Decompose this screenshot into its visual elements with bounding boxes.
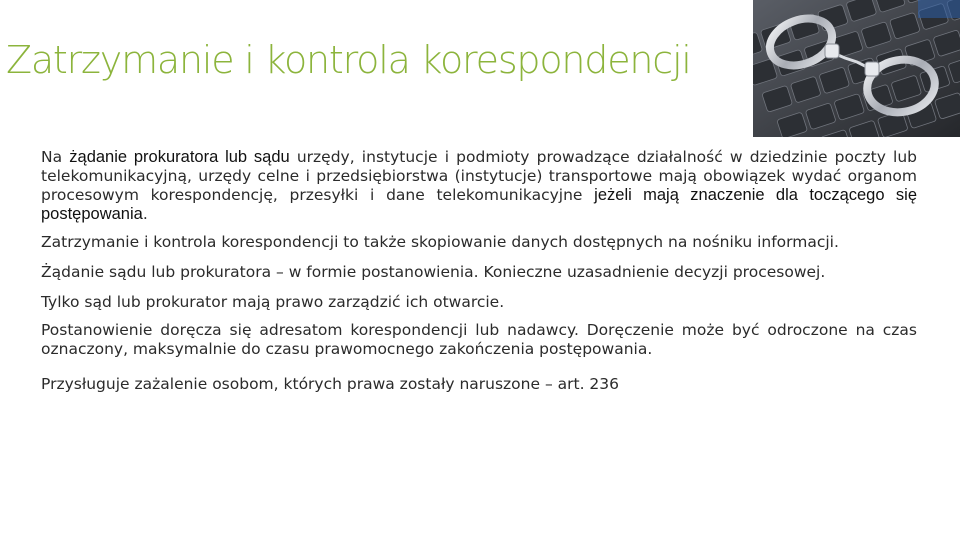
paragraph-4: Tylko sąd lub prokurator mają prawo zarządzić ich otwarcie.: [41, 293, 505, 311]
paragraph-6: Przysługuje zażalenie osobom, których prawa zostały naruszone – art. 236: [41, 375, 620, 393]
paragraph-1-text-a: Na: [41, 148, 70, 166]
paragraph-1-text-c: .: [142, 205, 148, 223]
paragraph-1: [41, 148, 917, 224]
slide-body: [41, 148, 917, 405]
paragraph-1-emphasis-b: jeżeli mają znaczenie dla toczącego się postępowania: [41, 186, 917, 223]
paragraph-2: Zatrzymanie i kontrola korespondencji to także skopiowanie danych dostępnych na nośniku informacji.: [41, 233, 839, 251]
paragraph-1-text-b: urzędy, instytucje i podmioty prowadzące działalność w dziedzinie poczty lub telekomunikacyjną, urzędy celne i przedsiębiorstwa (instytucje) transportowe mają obowiązek wydać organom procesowym korespondencję, przesyłki i dane telekomunikacyjne: [41, 148, 917, 204]
paragraph-1-emphasis-a: żądanie prokuratora lub sądu: [69, 148, 290, 166]
paragraph-3: Żądanie sądu lub prokuratora – w formie postanowienia. Konieczne uzasadnienie decyzji procesowej.: [41, 263, 826, 281]
handcuffs-icon: [753, 0, 960, 137]
paragraph-5: Postanowienie doręcza się adresatom korespondencji lub nadawcy. Doręczenie może być odroczone na czas oznaczony, maksymalnie do czasu prawomocnego zakończenia postępowania.: [41, 321, 917, 358]
slide-title: Zatrzymanie i kontrola korespondencji: [6, 38, 691, 82]
handcuffs-keyboard-photo: [753, 0, 960, 137]
